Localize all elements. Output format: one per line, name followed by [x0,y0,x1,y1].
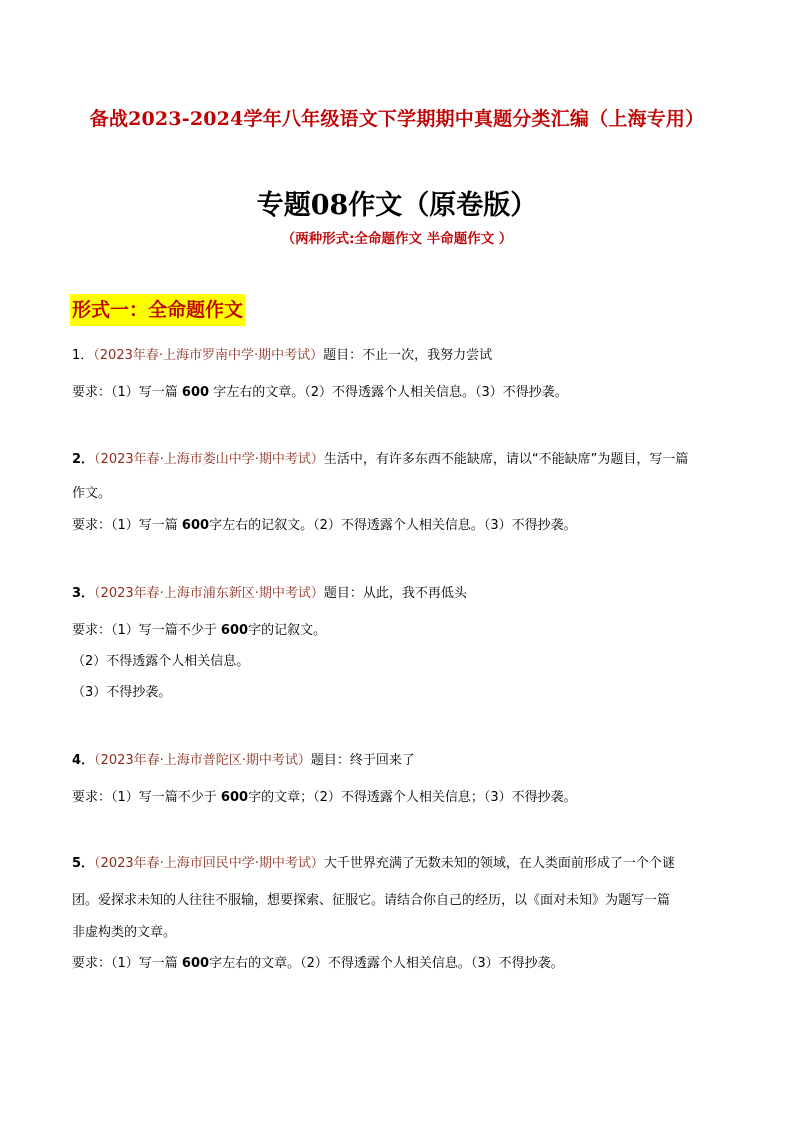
question-requirement-item: （3）不得抄袭。 [72,685,172,700]
section-heading: 形式一：全命题作文 [70,294,245,326]
question-source: （2023年春·上海市普陀区·期中考试） [94,753,311,768]
question-prompt-cont: 作文。 [72,486,112,501]
question-requirement: 要求：（1）写一篇 600 字左右的文章。（2）不得透露个人相关信息。（3）不得抄袭。 [72,385,568,400]
question-2 [72,448,724,533]
question-4 [72,749,724,805]
question-source: （2023年春·上海市娄山中学·期中考试） [94,452,324,467]
question-number: 1． [72,348,94,363]
question-number: 3． [72,586,95,601]
question-5 [72,852,724,971]
question-prompt: 题目：从此，我不再低头 [323,586,467,601]
question-number: 5． [72,856,95,871]
question-source: （2023年春·上海市回民中学·期中考试） [94,856,324,871]
question-requirement: 要求：（1）写一篇 600字左右的记叙文。（2）不得透露个人相关信息。（3）不得抄袭。 [72,518,577,533]
question-3 [72,582,724,700]
question-prompt: 大千世界充满了无数未知的领域，在人类面前形成了一个个谜 [323,856,675,871]
question-source: （2023年春·上海市浦东新区·期中考试） [94,586,324,601]
question-number: 2． [72,452,95,467]
series-title: 备战2023-2024学年八年级语文下学期期中真题分类汇编（上海专用） [89,108,705,130]
question-requirement: 要求：（1）写一篇 600字左右的文章。（2）不得透露个人相关信息。（3）不得抄袭。 [72,956,564,971]
page-title: 专题08作文（原卷版） [256,190,538,221]
question-requirement: 要求：（1）写一篇不少于 600字的记叙文。 [72,623,327,638]
question-requirement-item: （2）不得透露个人相关信息。 [72,654,250,669]
question-source: （2023年春·上海市罗南中学·期中考试） [93,348,324,363]
question-prompt: 题目：终于回来了 [310,753,415,768]
question-requirement: 要求：（1）写一篇不少于 600字的文章；（2）不得透露个人相关信息；（3）不得抄袭。 [72,790,577,805]
question-1 [72,344,724,400]
question-prompt: 生活中，有许多东西不能缺席，请以“不能缺席”为题目，写一篇 [323,452,689,467]
question-prompt-cont: 团。爱探求未知的人往往不服输，想要探索、征服它。请结合你自己的经历，以《面对未知》为题写一篇 [72,893,671,908]
page-subtitle: （两种形式:全命题作文 半命题作文 ） [281,231,513,247]
question-number: 4． [72,753,95,768]
question-prompt-cont: 非虚构类的文章。 [72,925,177,940]
question-prompt: 题目：不止一次，我努力尝试 [323,348,493,363]
